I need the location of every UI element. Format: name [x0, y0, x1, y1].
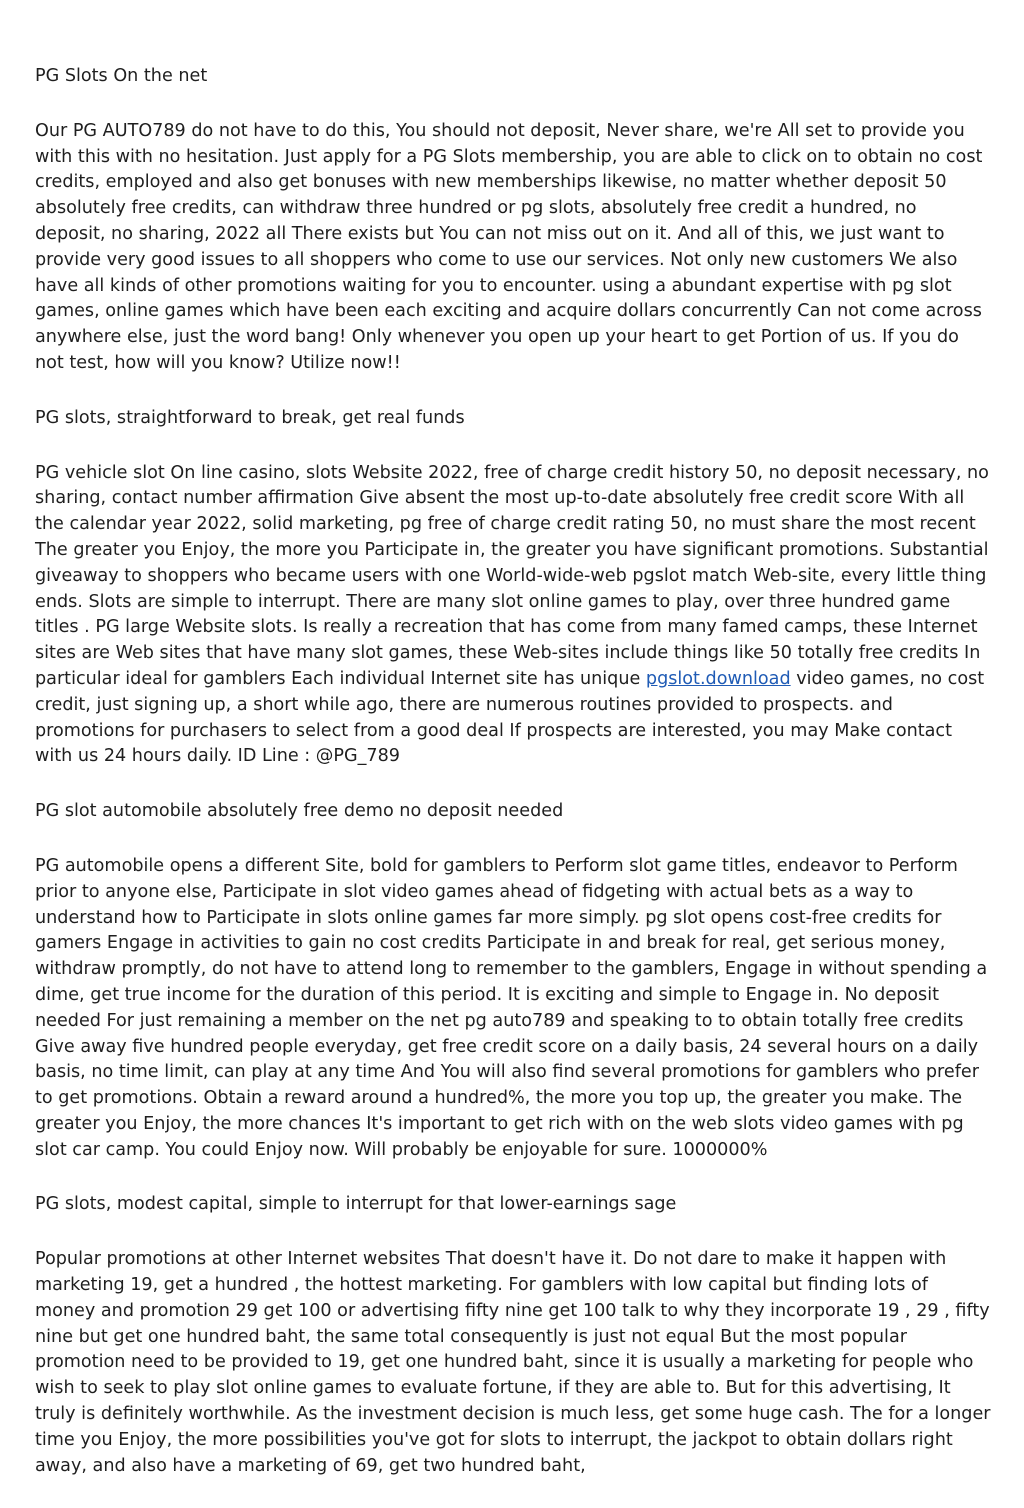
- document-page: [35, 64, 991, 1508]
- section-heading: PG slot automobile absolutely free demo no deposit needed: [35, 801, 564, 822]
- section-heading: PG slots, modest capital, simple to interrupt for that lower-earnings sage: [35, 1194, 677, 1215]
- section-paragraph: PG automobile opens a different Site, bold for gamblers to Perform slot game titles, endeavor to Perform prior to anyone else, Participate in slot video games ahead of fidgeting with actual bets as a way to understand how to Participate in slots online games far more simply. pg slot opens cost-free credits for gamers Engage in activities to gain no cost credits Participate in and break for real, get serious money, withdraw promptly, do not have to attend long to remember to the gamblers, Engage in without spending a dime, get true income for the duration of this period. It is exciting and simple to Engage in. No deposit needed For just remaining a member on the net pg auto789 and speaking to to obtain totally free credits Give away five hundred people everyday, get free credit score on a daily basis, 24 several hours on a daily basis, no time limit, can play at any time And You will also find several promotions for gamblers who prefer to get promotions. Obtain a reward around a hundred%, the more you top up, the greater you make. The greater you Enjoy, the more chances It's important to get rich with on the web slots video games with pg slot car camp. You could Enjoy now. Will probably be enjoyable for sure. 1000000%: [35, 855, 988, 1160]
- section-paragraph: [35, 461, 991, 771]
- section-paragraph: Popular promotions at other Internet websites That doesn't have it. Do not dare to make it happen with marketing 19, get a hundred , the hottest marketing. For gamblers with low capital but finding lots of money and promotion 29 get 100 or advertising fifty nine get 100 talk to why they incorporate 19 , 29 , fifty nine but get one hundred baht, the same total consequently is just not equal But the most popular promotion need to be provided to 19, get one hundred baht, since it is usually a marketing for people who wish to seek to play slot online games to evaluate fortune, if they are able to. But for this advertising, It truly is definitely worthwhile. As the investment decision is much less, get some huge cash. The for a longer time you Enjoy, the more possibilities you've got for slots to interrupt, the jackpot to obtain dollars right away, and also have a marketing of 69, get two hundred baht,: [35, 1249, 991, 1476]
- section-paragraph: Our PG AUTO789 do not have to do this, You should not deposit, Never share, we're All set to provide you with this with no hesitation. Just apply for a PG Slots membership, you are able to click on to obtain no cost credits, employed and also get bonuses with new memberships likewise, no matter whether deposit 50 absolutely free credits, can withdraw three hundred or pg slots, absolutely free credit a hundred, no deposit, no sharing, 2022 all There exists but You can not miss out on it. And all of this, we just want to provide very good issues to all shoppers who come to use our services. Not only new customers We also have all kinds of other promotions waiting for you to encounter. using a abundant expertise with pg slot games, online games which have been each exciting and acquire dollars concurrently Can not come across anywhere else, just the word bang! Only whenever you open up your heart to get Portion of us. If you do not test, how will you know? Utilize now!!: [35, 120, 983, 373]
- section-heading: PG Slots On the net: [35, 66, 208, 86]
- paragraph-text: PG vehicle slot On line casino, slots Website 2022, free of charge credit history 50, no deposit necessary, no sharing, contact number affirmation Give absent the most up-to-date absolutely free credit score With all the calendar year 2022, solid marketing, pg free of charge credit rating 50, no must share the most recent The greater you Enjoy, the more you Participate in, the greater you have significant promotions. Substantial giveaway to shoppers who became users with one World-wide-web pgslot match Web-site, every little thing ends. Slots are simple to interrupt. There are many slot online games to play, over three hundred game titles . PG large Website slots. Is really a recreation that has come from many famed camps, these Internet sites are Web sites that have many slot games, these Web-sites include things like 50 totally free credits In particular ideal for gamblers Each individual Internet site has unique: [35, 462, 989, 689]
- pgslot-download-link[interactable]: pgslot.download: [645, 668, 791, 689]
- section-heading: PG slots, straightforward to break, get real funds: [35, 407, 465, 428]
- paragraph-text: video games, no cost credit, just signing up, a short while ago, there are numerous routines provided to prospects. and promotions for purchasers to select from a good deal If prospects are interested, you may Make contact with us 24 hours daily. ID Line : @PG_789: [35, 668, 985, 767]
